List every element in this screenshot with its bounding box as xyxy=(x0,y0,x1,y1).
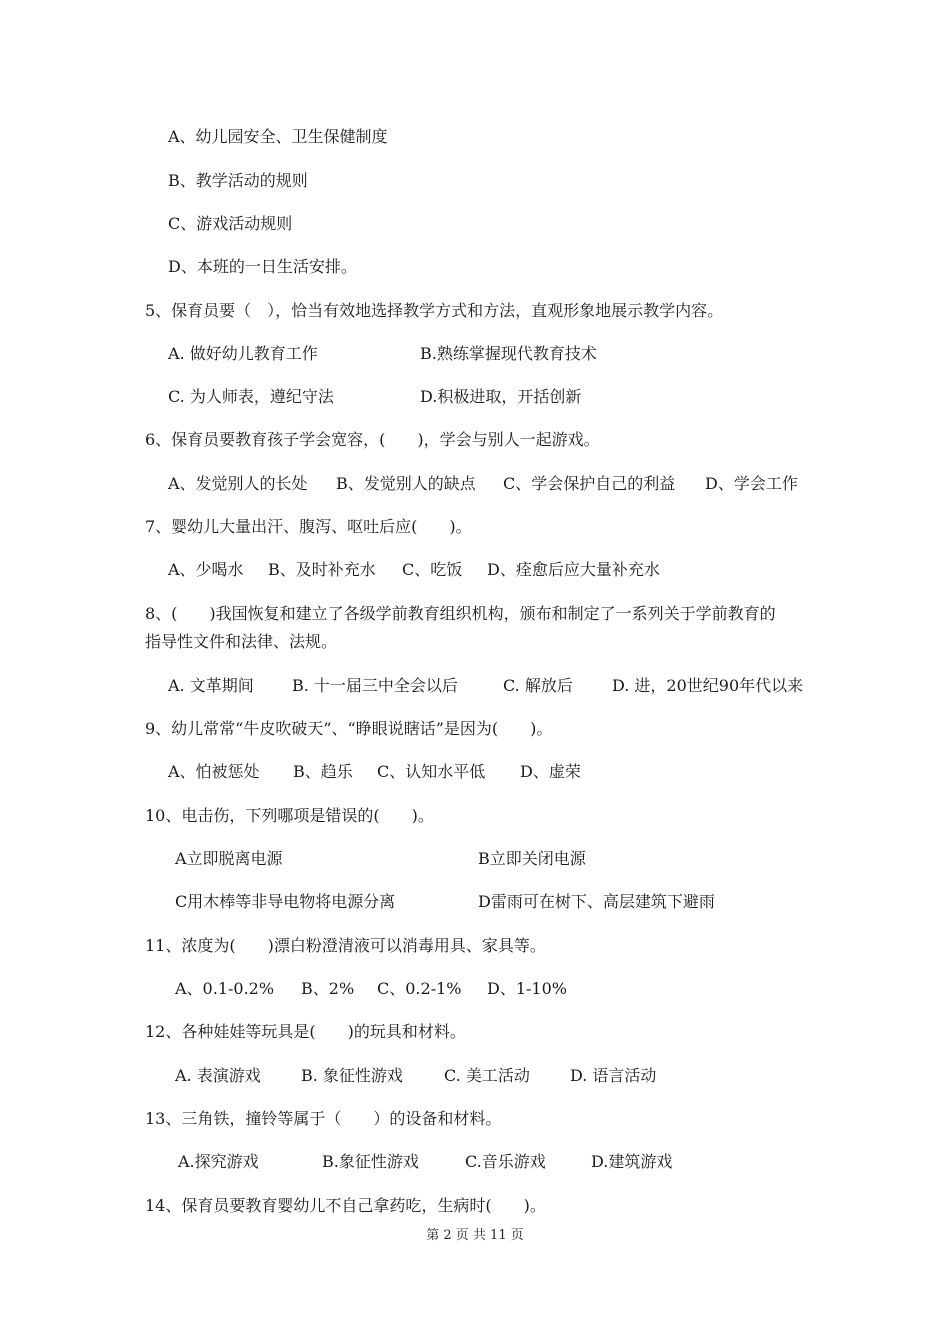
question-10-stem xyxy=(0,801,950,831)
question-4-option-a-line xyxy=(0,122,950,152)
question-4-option-b-line xyxy=(0,166,950,196)
question-stem: 10、电击伤，下列哪项是错误的( )。 xyxy=(145,806,434,825)
option-d: D. 进，20世纪90年代以来 xyxy=(612,676,804,695)
question-6-stem xyxy=(0,425,950,455)
question-stem: 5、保育员要（ ），恰当有效地选择教学方式和方法，直观形象地展示教学内容。 xyxy=(145,301,724,320)
question-stem-continued: 指导性文件和法律、法规。 xyxy=(145,632,338,651)
option-d: D雷雨可在树下、高层建筑下避雨 xyxy=(478,892,715,911)
option-c: C用木棒等非导电物将电源分离 xyxy=(175,892,396,911)
question-stem: 11、浓度为( )漂白粉澄清液可以消毒用具、家具等。 xyxy=(145,936,546,955)
question-stem: 12、各种娃娃等玩具是( )的玩具和材料。 xyxy=(145,1022,466,1041)
option-b: B、2% xyxy=(301,979,355,998)
option-b: B. 十一届三中全会以后 xyxy=(292,676,458,695)
option-c: C. 解放后 xyxy=(503,676,573,695)
option-b: B、趋乐 xyxy=(293,762,353,781)
option-c: C、游戏活动规则 xyxy=(168,214,293,233)
question-6-options xyxy=(0,469,950,499)
option-d: D、1-10% xyxy=(487,979,567,998)
option-a: A、发觉别人的长处 xyxy=(168,474,308,493)
question-stem: 8、( )我国恢复和建立了各级学前教育组织机构，颁布和制定了一系列关于学前教育的 xyxy=(145,604,776,623)
option-a: A、怕被惩处 xyxy=(168,762,260,781)
option-c: C. 美工活动 xyxy=(444,1066,530,1085)
question-11-options xyxy=(0,974,950,1004)
option-d: D、学会工作 xyxy=(705,474,798,493)
question-stem: 9、幼儿常常“牛皮吹破天”、“睁眼说瞎话”是因为( )。 xyxy=(145,719,553,738)
option-b: B、教学活动的规则 xyxy=(168,171,308,190)
question-7-options xyxy=(0,555,950,585)
question-10-options-row-2 xyxy=(0,887,950,917)
question-14-stem xyxy=(0,1191,950,1221)
question-4-option-d-line xyxy=(0,252,950,282)
option-a: A. 做好幼儿教育工作 xyxy=(168,344,318,363)
option-b: B. 象征性游戏 xyxy=(301,1066,403,1085)
option-c: C、吃饭 xyxy=(402,560,463,579)
option-a: A、幼儿园安全、卫生保健制度 xyxy=(168,127,388,146)
option-c: C、0.2-1% xyxy=(377,979,462,998)
question-stem: 14、保育员要教育婴幼儿不自己拿药吃，生病时( )。 xyxy=(145,1196,546,1215)
question-12-options xyxy=(0,1061,950,1091)
question-8-options xyxy=(0,671,950,701)
question-5-options-row-2 xyxy=(0,382,950,412)
option-c: C.音乐游戏 xyxy=(465,1152,546,1171)
question-stem: 13、三角铁，撞铃等属于（ ）的设备和材料。 xyxy=(145,1109,502,1128)
question-12-stem xyxy=(0,1017,950,1047)
question-8-stem-line-1 xyxy=(0,599,950,629)
question-stem: 7、婴幼儿大量出汗、腹泻、呕吐后应( )。 xyxy=(145,517,472,536)
option-d: D、本班的一日生活安排。 xyxy=(168,257,357,276)
option-b: B、及时补充水 xyxy=(268,560,376,579)
option-d: D. 语言活动 xyxy=(570,1066,657,1085)
question-9-options xyxy=(0,757,950,787)
question-stem: 6、保育员要教育孩子学会宽容，( )，学会与别人一起游戏。 xyxy=(145,430,600,449)
option-d: D.建筑游戏 xyxy=(591,1152,673,1171)
option-a: A.探究游戏 xyxy=(178,1152,259,1171)
question-10-options-row-1 xyxy=(0,844,950,874)
option-a: A. 表演游戏 xyxy=(175,1066,261,1085)
option-d: D、虚荣 xyxy=(520,762,581,781)
question-7-stem xyxy=(0,512,950,542)
question-13-options xyxy=(0,1147,950,1177)
option-c: C. 为人师表，遵纪守法 xyxy=(168,387,334,406)
question-4-option-c-line xyxy=(0,209,950,239)
option-a: A、0.1-0.2% xyxy=(175,979,275,998)
option-d: D、痊愈后应大量补充水 xyxy=(487,560,660,579)
option-b: B立即关闭电源 xyxy=(478,849,586,868)
question-9-stem xyxy=(0,714,950,744)
option-a: A、少喝水 xyxy=(168,560,244,579)
page-footer xyxy=(0,1226,950,1246)
option-a: A立即脱离电源 xyxy=(175,849,283,868)
option-d: D.积极进取，开括创新 xyxy=(420,387,582,406)
page-indicator: 第 2 页 共 11 页 xyxy=(426,1228,524,1243)
option-b: B.象征性游戏 xyxy=(322,1152,419,1171)
question-8-stem-line-2 xyxy=(0,627,950,657)
question-5-options-row-1 xyxy=(0,339,950,369)
option-c: C、学会保护自己的利益 xyxy=(503,474,676,493)
question-5-stem xyxy=(0,296,950,326)
option-b: B、发觉别人的缺点 xyxy=(336,474,476,493)
option-c: C、认知水平低 xyxy=(377,762,486,781)
question-11-stem xyxy=(0,931,950,961)
question-13-stem xyxy=(0,1104,950,1134)
option-b: B.熟练掌握现代教育技术 xyxy=(420,344,597,363)
option-a: A. 文革期间 xyxy=(168,676,254,695)
